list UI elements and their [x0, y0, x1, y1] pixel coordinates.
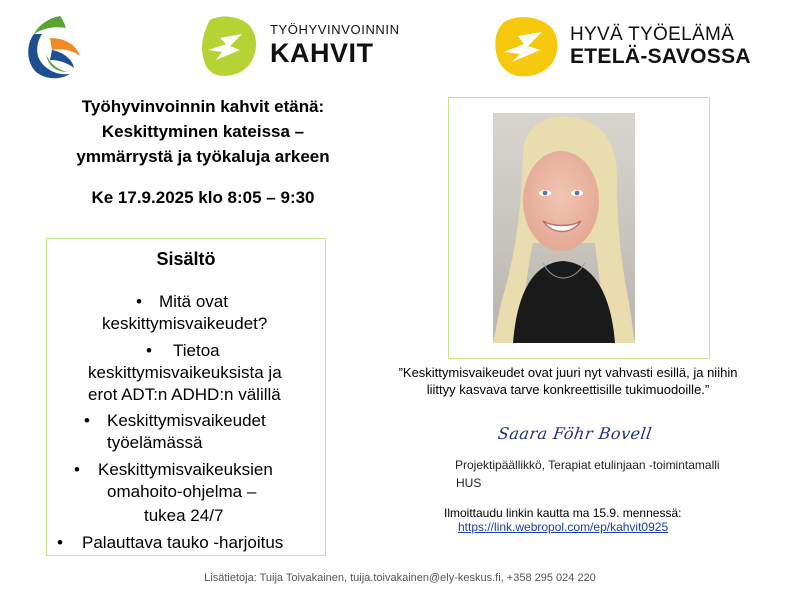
ely-logo-icon — [20, 14, 86, 82]
contents-item-4-line-2: omahoito-ohjelma – — [107, 482, 257, 501]
speaker-photo — [493, 113, 635, 343]
bullet-icon: • — [136, 292, 142, 311]
contents-item-4-line-3: tukea 24/7 — [144, 506, 224, 525]
contents-item-1-line-1: Mitä ovat — [159, 292, 228, 311]
contents-heading: Sisältö — [156, 249, 216, 269]
speaker-role: Projektipäällikkö, Terapiat etulinjaan -toimintamalli — [455, 458, 720, 472]
contents-item-2-line-3: erot ADT:n ADHD:n välillä — [88, 385, 281, 404]
bullet-icon: • — [84, 411, 90, 430]
registration-text: Ilmoittaudu linkin kautta ma 15.9. mennessä: — [444, 506, 682, 520]
speaker-organization: HUS — [456, 476, 482, 490]
kahvit-logo-icon — [198, 14, 258, 80]
footer-contact: Lisätietoja: Tuija Toivakainen, tuija.toivakainen@ely-keskus.fi, +358 295 024 220 — [204, 572, 596, 584]
speaker-quote-line-2: liittyy kasvava tarve konkreettisille tukimuodoille.” — [426, 382, 710, 397]
contents-item-3-line-2: työelämässä — [107, 433, 203, 452]
event-title-line-2: Keskittyminen kateissa – — [101, 122, 305, 141]
event-title-line-3: ymmärrystä ja työkaluja arkeen — [76, 147, 330, 166]
hyva-tyoelama-logo-icon — [492, 14, 562, 80]
contents-item-4-line-1: Keskittymisvaikeuksien — [98, 460, 273, 479]
speaker-quote-line-1: ”Keskittymisvaikeudet ovat juuri nyt vahvasti esillä, ja niihin — [398, 365, 738, 380]
event-datetime: Ke 17.9.2025 klo 8:05 – 9:30 — [91, 188, 315, 207]
contents-item-5-line-1: Palauttava tauko -harjoitus — [82, 533, 284, 552]
registration-link[interactable]: https://link.webropol.com/ep/kahvit0925 — [458, 520, 669, 534]
event-title — [18, 94, 388, 169]
contents-item-2-line-1: Tietoa — [173, 341, 220, 360]
speaker-quote — [354, 364, 782, 398]
speaker-signature: Saara Föhr Bovell — [496, 424, 654, 443]
bullet-icon: • — [146, 341, 152, 360]
event-title-line-1: Työhyvinvoinnin kahvit etänä: — [81, 97, 325, 116]
bullet-icon: • — [57, 533, 63, 552]
kahvit-logo-line1: TYÖHYVINVOINNIN — [270, 22, 400, 37]
hyva-logo-line1: HYVÄ TYÖELÄMÄ — [570, 24, 735, 45]
bullet-icon: • — [74, 460, 80, 479]
hyva-logo-line2: ETELÄ-SAVOSSA — [570, 45, 751, 68]
contents-item-2-line-2: keskittymisvaikeuksista ja — [88, 363, 282, 382]
contents-item-3-line-1: Keskittymisvaikeudet — [107, 411, 266, 430]
contents-item-1-line-2: keskittymisvaikeudet? — [102, 314, 268, 333]
kahvit-logo-line2: KAHVIT — [270, 38, 374, 68]
